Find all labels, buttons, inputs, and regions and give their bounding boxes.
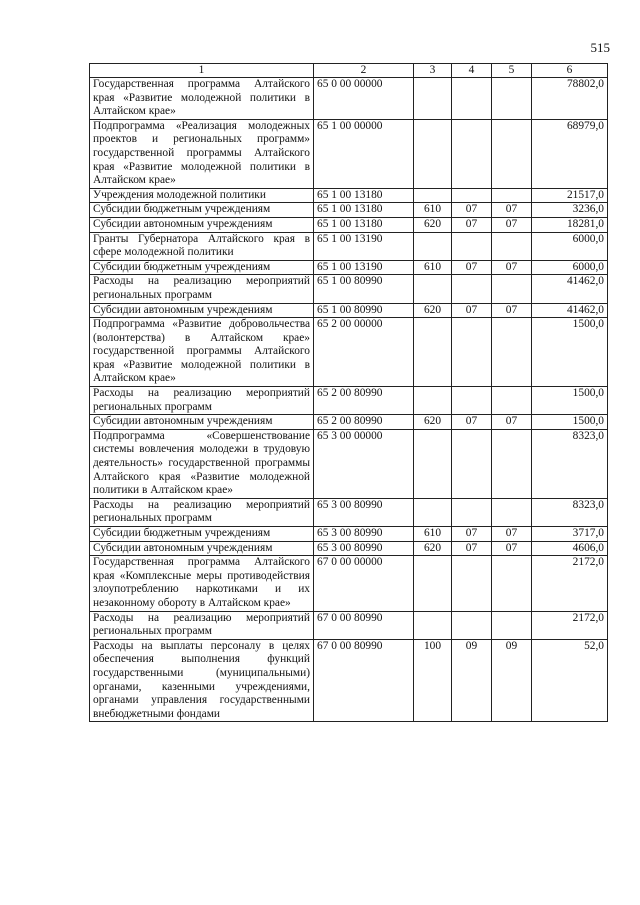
row-col4-cell (452, 188, 492, 203)
row-name-cell: Подпрограмма «Развитие добровольчества (волонтерства) в Алтайском крае» государственной программы Алтайского края «Развитие молодежной политики в Алтайском крае» (90, 318, 314, 387)
row-col4-cell: 07 (452, 541, 492, 556)
row-sum-cell: 3717,0 (532, 527, 608, 542)
row-col5-cell (492, 232, 532, 260)
row-code-cell: 65 1 00 13190 (314, 260, 414, 275)
row-col4-cell: 09 (452, 639, 492, 722)
table-row (90, 541, 608, 556)
row-col3-cell: 620 (414, 303, 452, 318)
row-col4-cell: 07 (452, 260, 492, 275)
row-col4-cell: 07 (452, 203, 492, 218)
row-col5-cell (492, 318, 532, 387)
row-col5-cell: 07 (492, 260, 532, 275)
header-col-6: 6 (532, 64, 608, 78)
row-col3-cell (414, 232, 452, 260)
row-sum-cell: 8323,0 (532, 498, 608, 526)
row-code-cell: 65 3 00 80990 (314, 498, 414, 526)
row-col3-cell (414, 188, 452, 203)
row-sum-cell: 6000,0 (532, 232, 608, 260)
table-header (90, 64, 608, 78)
row-col5-cell (492, 556, 532, 611)
row-code-cell: 67 0 00 80990 (314, 611, 414, 639)
row-col5-cell (492, 387, 532, 415)
row-sum-cell: 21517,0 (532, 188, 608, 203)
row-col4-cell (452, 498, 492, 526)
row-col5-cell (492, 275, 532, 303)
row-col5-cell (492, 78, 532, 120)
row-code-cell: 65 1 00 13180 (314, 203, 414, 218)
table-row (90, 318, 608, 387)
row-sum-cell: 41462,0 (532, 303, 608, 318)
row-col5-cell: 07 (492, 203, 532, 218)
row-col4-cell (452, 429, 492, 498)
row-col5-cell: 07 (492, 303, 532, 318)
row-col5-cell: 07 (492, 415, 532, 430)
row-col4-cell (452, 318, 492, 387)
row-col5-cell (492, 498, 532, 526)
row-name-cell: Субсидии автономным учреждениям (90, 303, 314, 318)
header-col-5: 5 (492, 64, 532, 78)
row-name-cell: Субсидии автономным учреждениям (90, 217, 314, 232)
row-code-cell: 65 2 00 00000 (314, 318, 414, 387)
table-row (90, 275, 608, 303)
row-sum-cell: 6000,0 (532, 260, 608, 275)
table-row (90, 188, 608, 203)
row-col4-cell (452, 232, 492, 260)
row-col3-cell: 100 (414, 639, 452, 722)
row-code-cell: 65 2 00 80990 (314, 415, 414, 430)
row-name-cell: Расходы на реализацию мероприятий региональных программ (90, 275, 314, 303)
row-name-cell: Учреждения молодежной политики (90, 188, 314, 203)
row-code-cell: 65 1 00 80990 (314, 303, 414, 318)
row-code-cell: 65 0 00 00000 (314, 78, 414, 120)
row-name-cell: Субсидии автономным учреждениям (90, 415, 314, 430)
table-row (90, 498, 608, 526)
row-name-cell: Государственная программа Алтайского края «Комплексные меры противодействия злоупотреблению наркотиками и их незаконному обороту в Алтайском крае» (90, 556, 314, 611)
row-col5-cell (492, 188, 532, 203)
table-row (90, 556, 608, 611)
row-sum-cell: 3236,0 (532, 203, 608, 218)
table-row (90, 527, 608, 542)
row-sum-cell: 52,0 (532, 639, 608, 722)
row-code-cell: 65 1 00 13180 (314, 188, 414, 203)
row-name-cell: Субсидии бюджетным учреждениям (90, 527, 314, 542)
row-sum-cell: 41462,0 (532, 275, 608, 303)
row-col4-cell: 07 (452, 527, 492, 542)
row-sum-cell: 18281,0 (532, 217, 608, 232)
row-col3-cell: 620 (414, 541, 452, 556)
row-col4-cell (452, 119, 492, 188)
row-col3-cell (414, 318, 452, 387)
row-col3-cell: 610 (414, 203, 452, 218)
table-row (90, 639, 608, 722)
row-col5-cell: 07 (492, 527, 532, 542)
row-sum-cell: 1500,0 (532, 387, 608, 415)
table-row (90, 203, 608, 218)
row-name-cell: Субсидии автономным учреждениям (90, 541, 314, 556)
row-col3-cell: 610 (414, 527, 452, 542)
row-col3-cell (414, 429, 452, 498)
row-col5-cell (492, 119, 532, 188)
table-row (90, 429, 608, 498)
header-col-1: 1 (90, 64, 314, 78)
row-name-cell: Расходы на реализацию мероприятий региональных программ (90, 387, 314, 415)
row-code-cell: 65 1 00 13180 (314, 217, 414, 232)
table-row (90, 387, 608, 415)
row-name-cell: Гранты Губернатора Алтайского края в сфере молодежной политики (90, 232, 314, 260)
row-col5-cell: 09 (492, 639, 532, 722)
row-code-cell: 65 1 00 80990 (314, 275, 414, 303)
row-col4-cell (452, 387, 492, 415)
row-code-cell: 65 3 00 80990 (314, 541, 414, 556)
row-code-cell: 65 3 00 00000 (314, 429, 414, 498)
row-col3-cell (414, 119, 452, 188)
row-col4-cell (452, 275, 492, 303)
row-col5-cell: 07 (492, 217, 532, 232)
row-code-cell: 65 1 00 13190 (314, 232, 414, 260)
row-sum-cell: 1500,0 (532, 318, 608, 387)
row-name-cell: Расходы на реализацию мероприятий региональных программ (90, 611, 314, 639)
table-row (90, 260, 608, 275)
table-row (90, 611, 608, 639)
page-number: 515 (590, 40, 610, 55)
row-col3-cell (414, 275, 452, 303)
header-col-4: 4 (452, 64, 492, 78)
row-col4-cell (452, 611, 492, 639)
table-row (90, 415, 608, 430)
row-code-cell: 65 2 00 80990 (314, 387, 414, 415)
row-name-cell: Расходы на реализацию мероприятий региональных программ (90, 498, 314, 526)
row-col4-cell: 07 (452, 217, 492, 232)
row-code-cell: 67 0 00 80990 (314, 639, 414, 722)
header-col-2: 2 (314, 64, 414, 78)
row-name-cell: Субсидии бюджетным учреждениям (90, 260, 314, 275)
row-col3-cell: 620 (414, 415, 452, 430)
table-row (90, 217, 608, 232)
row-col4-cell (452, 78, 492, 120)
header-row (90, 64, 608, 78)
row-code-cell: 65 1 00 00000 (314, 119, 414, 188)
row-sum-cell: 78802,0 (532, 78, 608, 120)
row-col4-cell: 07 (452, 415, 492, 430)
row-sum-cell: 4606,0 (532, 541, 608, 556)
budget-table (89, 63, 608, 722)
row-col3-cell: 620 (414, 217, 452, 232)
row-name-cell: Подпрограмма «Реализация молодежных проектов и региональных программ» государственной программы Алтайского края «Развитие молодежной политики в Алтайском крае» (90, 119, 314, 188)
header-col-3: 3 (414, 64, 452, 78)
row-col3-cell: 610 (414, 260, 452, 275)
row-name-cell: Субсидии бюджетным учреждениям (90, 203, 314, 218)
table-row (90, 119, 608, 188)
row-col3-cell (414, 78, 452, 120)
row-col4-cell (452, 556, 492, 611)
row-col3-cell (414, 556, 452, 611)
row-col3-cell (414, 611, 452, 639)
row-col5-cell (492, 429, 532, 498)
row-name-cell: Подпрограмма «Совершенствование системы вовлечения молодежи в трудовую деятельность» государственной программы Алтайского края «Развитие молодежной политики в Алтайском крае» (90, 429, 314, 498)
table-body (90, 78, 608, 722)
row-col4-cell: 07 (452, 303, 492, 318)
row-col5-cell (492, 611, 532, 639)
table-row (90, 78, 608, 120)
table-row (90, 232, 608, 260)
row-sum-cell: 1500,0 (532, 415, 608, 430)
row-sum-cell: 2172,0 (532, 611, 608, 639)
table-row (90, 303, 608, 318)
row-code-cell: 65 3 00 80990 (314, 527, 414, 542)
row-col3-cell (414, 498, 452, 526)
row-name-cell: Государственная программа Алтайского края «Развитие молодежной политики в Алтайском крае» (90, 78, 314, 120)
row-sum-cell: 8323,0 (532, 429, 608, 498)
row-col3-cell (414, 387, 452, 415)
row-sum-cell: 68979,0 (532, 119, 608, 188)
row-sum-cell: 2172,0 (532, 556, 608, 611)
row-name-cell: Расходы на выплаты персоналу в целях обеспечения выполнения функций государственными (муниципальными) органами, казенными учреждениями, органами управления государственными внебюджетными фондами (90, 639, 314, 722)
row-code-cell: 67 0 00 00000 (314, 556, 414, 611)
row-col5-cell: 07 (492, 541, 532, 556)
